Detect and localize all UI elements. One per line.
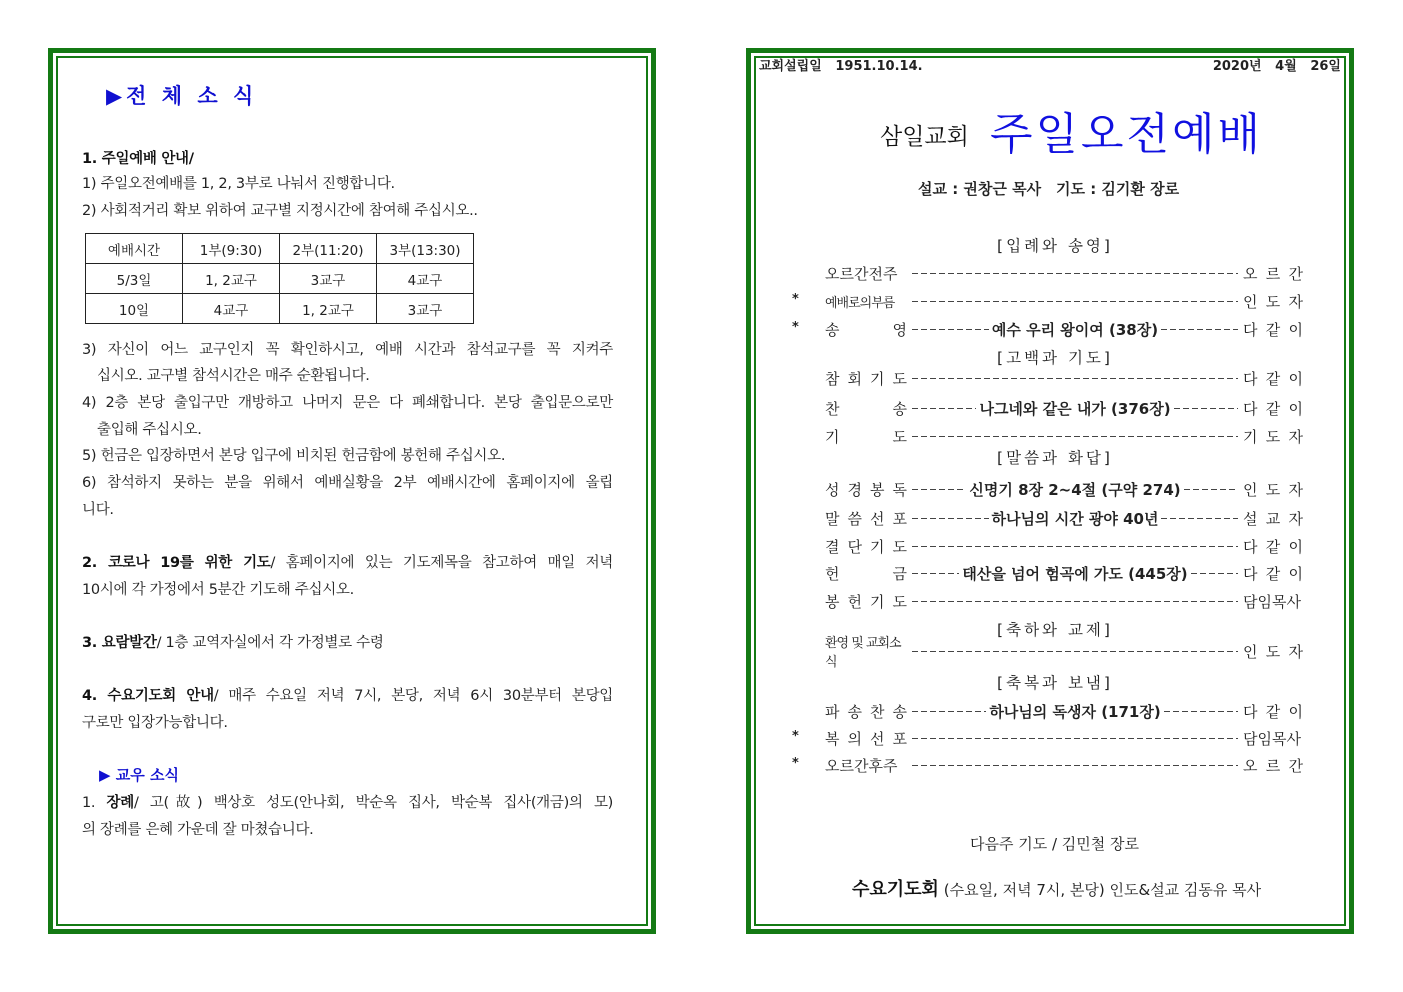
item-title: 예수 우리 왕이여 (38장): [991, 320, 1159, 339]
dotted-leader: [912, 702, 1238, 721]
section-header: [입례와 송영]: [997, 237, 1113, 255]
service-item: [825, 318, 1303, 340]
dotted-leader: [912, 300, 1238, 302]
item-title: 나그네와 같은 내가 (376장): [979, 399, 1171, 418]
standing-mark: *: [792, 729, 799, 744]
item-role: 오 르 간: [1243, 264, 1303, 283]
prayer-leader: 기도 : 김기환 장로: [1056, 180, 1180, 198]
service-item: [825, 290, 1303, 312]
table-cell: 1, 2교구: [280, 294, 377, 324]
service-item: [825, 397, 1303, 419]
item-role: 인 도 자: [1243, 292, 1303, 311]
item-role: 다 같 이: [1243, 537, 1303, 556]
item-label: 헌 금: [825, 564, 907, 583]
text-line: 출입해 주십시오.: [97, 422, 202, 438]
table-cell: 1부(9:30): [183, 234, 280, 264]
item-role: 담임목사: [1243, 729, 1301, 748]
text-line: 2) 사회적거리 확보 위하여 교구별 지정시간에 참여해 주십시오..: [82, 203, 478, 219]
item-label: 환영 및 교회소식: [825, 636, 901, 670]
table-cell: 1, 2교구: [183, 264, 280, 294]
dotted-leader: [912, 564, 1238, 583]
item-title: 하나님의 시간 광야 40년: [991, 509, 1159, 528]
item-label: 말 씀 선 포: [825, 509, 907, 528]
item-label: 봉 헌 기 도: [825, 592, 907, 611]
item-role: 다 같 이: [1243, 564, 1303, 583]
table-cell: 4교구: [183, 294, 280, 324]
item-role: 담임목사: [1243, 592, 1301, 611]
dotted-leader: [912, 509, 1238, 528]
item-label: 기 도: [825, 427, 907, 446]
item-label: 예배로의부름: [825, 295, 895, 311]
item-role: 설 교 자: [1243, 509, 1303, 528]
table-cell: 10일: [86, 294, 183, 324]
table-cell: 3부(13:30): [377, 234, 474, 264]
church-name: 삼일교회: [880, 124, 969, 150]
section-header: [축복과 보냄]: [997, 674, 1113, 692]
text-line: 3) 자신이 어느 교구인지 꼭 확인하시고, 예배 시간과 참석교구를 꼭 지켜주: [82, 342, 613, 358]
service-item: [825, 507, 1303, 529]
item-label: 파 송 찬 송: [825, 702, 907, 721]
text-line: 의 장례를 은혜 가운데 잘 마쳤습니다.: [82, 822, 314, 838]
text-line: 4) 2층 본당 출입구만 개방하고 나머지 문은 다 폐쇄합니다. 본당 출입문으로만: [82, 395, 613, 411]
table-header-row: [86, 234, 474, 264]
item-label: 결 단 기 도: [825, 537, 907, 556]
table-row: [86, 264, 474, 294]
section-1-title: 1. 주일예배 안내/: [82, 151, 194, 167]
text-line: 6) 참석하지 못하는 분을 위해서 예배실황을 2부 예배시간에 홈페이지에 올립: [82, 475, 613, 491]
service-item: [825, 535, 1303, 557]
section-4: 4. 수요기도회 안내/ 매주 수요일 저녁 7시, 본당, 저녁 6시 30분부터 본당입: [82, 688, 613, 704]
service-item: [825, 727, 1303, 749]
dotted-leader: [912, 600, 1238, 602]
table-row: [86, 294, 474, 324]
item-role: 다 같 이: [1243, 702, 1303, 721]
service-item: [825, 425, 1303, 447]
dotted-leader: [912, 650, 1238, 652]
item-title: 신명기 8장 2~4절 (구약 274): [969, 480, 1181, 499]
table-cell: 2부(11:20): [280, 234, 377, 264]
standing-mark: *: [792, 756, 799, 771]
item-label: 찬 송: [825, 399, 907, 418]
standing-mark: *: [792, 320, 799, 335]
text-line: 니다.: [82, 502, 114, 518]
bulletin-date: 2020년 4월 26일: [1212, 59, 1341, 74]
dotted-leader: [912, 737, 1238, 739]
service-item: [825, 478, 1303, 500]
section-header: [축하와 교제]: [997, 621, 1113, 639]
service-item: [825, 700, 1303, 722]
item-title: 태산을 넘어 험곡에 가도 (445장): [962, 564, 1188, 583]
item-role: 다 같 이: [1243, 320, 1303, 339]
news-item-1: 1. 장례/ 고(故) 백상호 성도(안나회, 박순옥 집사, 박순복 집사(개금)의 모): [82, 795, 614, 811]
table-cell: 4교구: [377, 264, 474, 294]
item-label: 오르간후주: [825, 756, 898, 775]
section-2: 2. 코로나 19를 위한 기도/ 홈페이지에 있는 기도제목을 참고하여 매일 저녁: [82, 555, 613, 571]
text-line: 5) 헌금은 입장하면서 본당 입구에 비치된 헌금함에 봉헌해 주십시오.: [82, 448, 506, 464]
service-item: [825, 754, 1303, 776]
service-schedule-table: [85, 233, 474, 324]
dotted-leader: [912, 320, 1238, 339]
item-role: 다 같 이: [1243, 399, 1303, 418]
preacher: 설교 : 권창근 목사: [918, 180, 1042, 198]
item-role: 다 같 이: [1243, 369, 1303, 388]
dotted-leader: [912, 399, 1238, 418]
table-cell: 3교구: [280, 264, 377, 294]
text-line: 십시오. 교구별 참석시간은 매주 순환됩니다.: [97, 368, 370, 384]
service-item: [825, 367, 1303, 389]
founding-date: 교회설립일 1951.10.14.: [759, 59, 923, 74]
item-label: 송 영: [825, 320, 907, 339]
section-3: 3. 요람발간/ 1층 교역자실에서 각 가정별로 수령: [82, 635, 384, 651]
item-title: 하나님의 독생자 (171장): [989, 702, 1161, 721]
section-header: [고백과 기도]: [997, 349, 1113, 367]
item-role: 인 도 자: [1243, 480, 1303, 499]
service-title: 주일오전예배: [990, 109, 1264, 160]
item-label: 성 경 봉 독: [825, 480, 907, 499]
dotted-leader: [912, 377, 1238, 379]
member-news-heading: ▶ 교우 소식: [99, 766, 179, 784]
item-label: 참 회 기 도: [825, 369, 907, 388]
item-label: 복 의 선 포: [825, 729, 907, 748]
wednesday-service: 수요기도회 (수요일, 저녁 7시, 본당) 인도&설교 김동유 목사: [852, 879, 1262, 900]
table-cell: 3교구: [377, 294, 474, 324]
standing-mark: *: [792, 292, 799, 307]
text-line: 10시에 각 가정에서 5분간 기도해 주십시오.: [82, 582, 354, 598]
service-item: [825, 636, 1303, 670]
service-item: [825, 562, 1303, 584]
dotted-leader: [912, 480, 1238, 499]
service-item: [825, 262, 1303, 284]
item-role: 기 도 자: [1243, 427, 1303, 446]
dotted-leader: [912, 435, 1238, 437]
text-line: 1) 주일오전예배를 1, 2, 3부로 나눠서 진행합니다.: [82, 176, 395, 192]
table-cell: 예배시간: [86, 234, 183, 264]
item-label: 오르간전주: [825, 264, 898, 283]
next-week-prayer: 다음주 기도 / 김민철 장로: [970, 835, 1140, 853]
item-role: 오 르 간: [1243, 756, 1303, 775]
announcements-heading: ▶전 체 소 식: [106, 84, 258, 108]
item-role: 인 도 자: [1243, 642, 1303, 661]
service-item: [825, 590, 1303, 612]
dotted-leader: [912, 545, 1238, 547]
dotted-leader: [912, 764, 1238, 766]
text-line: 구로만 입장가능합니다.: [82, 715, 228, 731]
section-header: [말씀과 화답]: [997, 449, 1113, 467]
dotted-leader: [912, 272, 1238, 274]
table-cell: 5/3일: [86, 264, 183, 294]
